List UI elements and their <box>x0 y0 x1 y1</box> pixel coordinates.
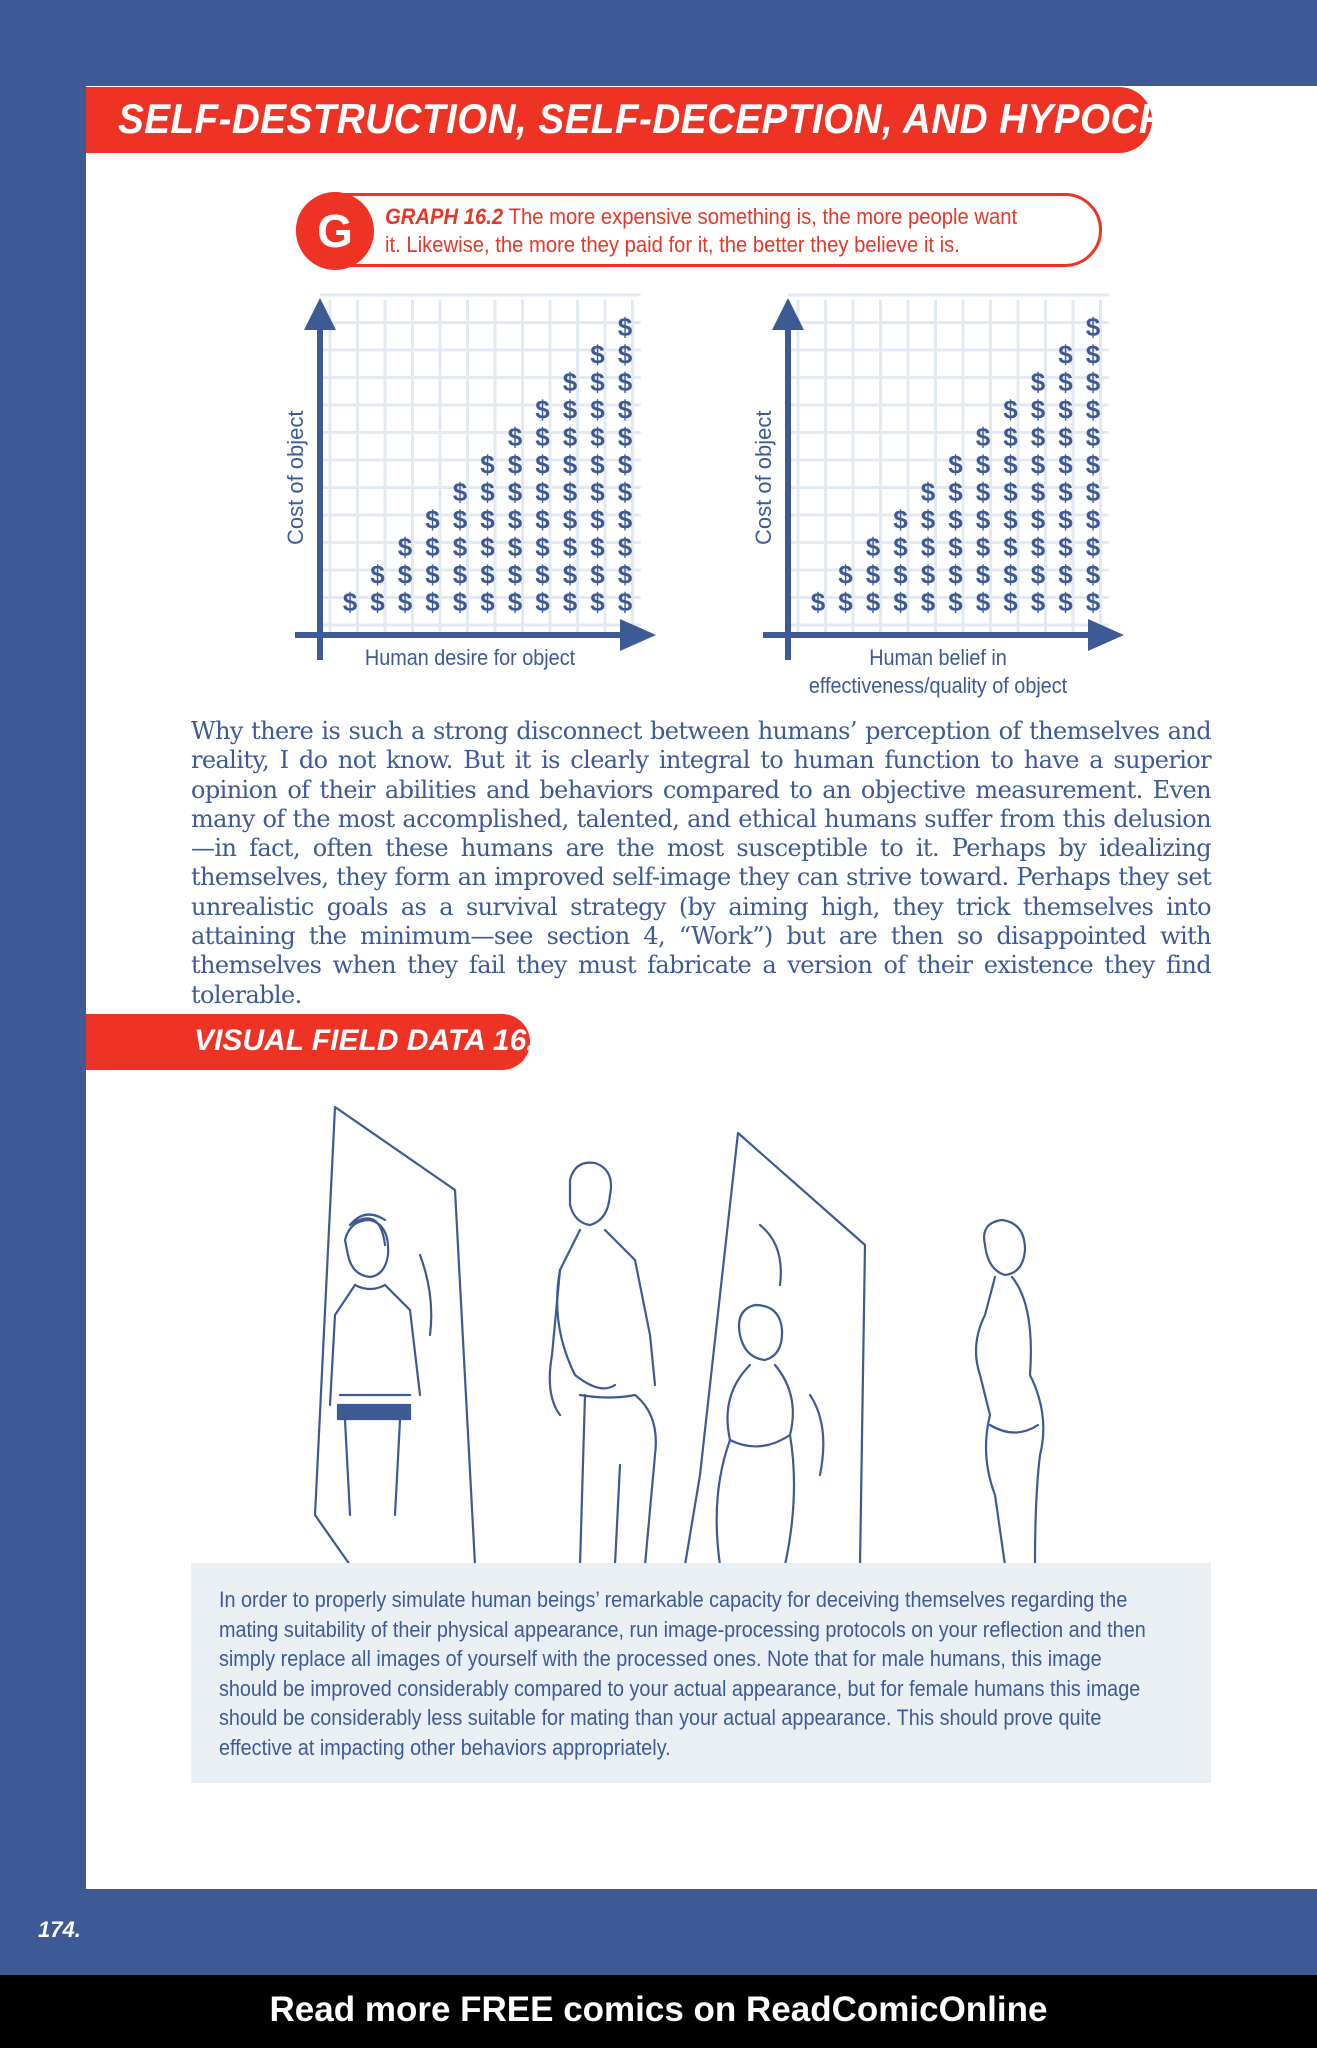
dollar-mark: $ <box>507 422 523 452</box>
dollar-mark: $ <box>535 587 550 617</box>
dollar-mark: $ <box>452 587 468 617</box>
graph-caption <box>385 203 1038 259</box>
dollar-mark: $ <box>1003 477 1018 507</box>
dollar-mark: $ <box>1030 367 1046 397</box>
mirror-illustration <box>290 1095 1110 1570</box>
dollar-mark: $ <box>1058 477 1073 507</box>
dollar-mark: $ <box>1085 339 1101 370</box>
dollar-mark: $ <box>948 587 963 617</box>
dollar-mark: $ <box>452 477 468 507</box>
dollar-mark: $ <box>617 312 633 342</box>
dollar-mark: $ <box>1085 504 1101 535</box>
chart-belief-x-label <box>776 644 1100 700</box>
dollar-mark: $ <box>1085 312 1101 342</box>
section-title: SELF-DESTRUCTION, SELF-DECEPTION, AND HYPOCRISY <box>118 95 1231 142</box>
dollar-mark: $ <box>1058 559 1073 590</box>
dollar-mark: $ <box>452 504 468 535</box>
dollar-mark: $ <box>507 504 523 535</box>
dollar-mark: $ <box>507 587 523 617</box>
dollar-mark: $ <box>590 394 605 425</box>
dollar-mark: $ <box>975 504 991 535</box>
dollar-mark: $ <box>397 559 413 590</box>
dollar-mark: $ <box>397 532 413 562</box>
dollar-mark: $ <box>617 477 633 507</box>
dollar-mark: $ <box>452 559 468 590</box>
dollar-mark: $ <box>948 559 963 590</box>
dollar-mark: $ <box>1085 477 1101 507</box>
chart-belief-x-label-line2: effectiveness/quality of object <box>808 673 1068 698</box>
dollar-mark: $ <box>975 477 991 507</box>
dollar-mark: $ <box>1085 532 1101 562</box>
footer-banner-text[interactable]: Read more FREE comics on ReadComicOnline <box>269 1990 1048 2029</box>
dollar-mark: $ <box>1085 449 1101 480</box>
dollar-mark: $ <box>893 587 908 617</box>
dollar-mark: $ <box>1058 339 1073 370</box>
dollar-mark: $ <box>948 477 963 507</box>
chart-belief-svg <box>756 290 1126 670</box>
dollar-mark: $ <box>397 587 413 617</box>
dollar-mark: $ <box>617 532 633 562</box>
dollar-mark: $ <box>865 532 881 562</box>
dollar-mark: $ <box>425 559 440 590</box>
dollar-mark: $ <box>920 559 936 590</box>
dollar-mark: $ <box>1058 449 1073 480</box>
dollar-mark: $ <box>535 504 550 535</box>
dollar-mark: $ <box>590 449 605 480</box>
dollar-mark: $ <box>1085 559 1101 590</box>
dollar-mark: $ <box>1030 422 1046 452</box>
mirror-right <box>685 1133 865 1565</box>
dollar-mark: $ <box>562 422 578 452</box>
dollar-mark: $ <box>975 587 991 617</box>
dollar-mark: $ <box>1003 449 1018 480</box>
graph-badge: G <box>296 192 374 270</box>
chart-belief <box>756 290 1126 670</box>
dollar-mark: $ <box>975 559 991 590</box>
dollar-mark: $ <box>1058 504 1073 535</box>
dollar-mark: $ <box>507 449 523 480</box>
body-paragraph: Why there is such a strong disconnect between humans’ perception of themselves and reality, I do not know. But it is clearly integral to human function to have a superior opinion of their abilities and behaviors compared to an objective measurement. Even many of the most accomplished, talented, and ethical humans suffer from this delusion—in fact, often these humans are the most susceptible to it. Perhaps by idealizing themselves, they form an improved self-image they can strive toward. Perhaps they set unrealistic goals as a survival strategy (by aiming high, they trick themselves into attaining the minimum—see section 4, “Work”) but are then so disappointed with themselves when they fail they must fabricate a version of their existence they find tolerable. <box>191 717 1211 1009</box>
dollar-mark: $ <box>480 477 495 507</box>
dollar-mark: $ <box>1058 422 1073 452</box>
dollar-mark: $ <box>507 559 523 590</box>
dollar-mark: $ <box>1003 587 1018 617</box>
dollar-mark: $ <box>1058 394 1073 425</box>
dollar-mark: $ <box>425 587 440 617</box>
dollar-mark: $ <box>617 504 633 535</box>
dollar-mark: $ <box>1003 559 1018 590</box>
dollar-mark: $ <box>1030 477 1046 507</box>
dollar-mark: $ <box>1030 449 1046 480</box>
dollar-mark: $ <box>590 504 605 535</box>
dollar-mark: $ <box>617 394 633 425</box>
dollar-mark: $ <box>865 587 881 617</box>
chart-belief-x-label-line1: Human belief in <box>869 645 1007 670</box>
dollar-mark: $ <box>617 367 633 397</box>
dollar-mark: $ <box>480 504 495 535</box>
dollar-mark: $ <box>342 587 358 617</box>
dollar-mark: $ <box>535 449 550 480</box>
chart-desire-x-label: Human desire for object <box>364 645 576 670</box>
dollar-mark: $ <box>590 339 605 370</box>
dollar-mark: $ <box>562 587 578 617</box>
graph-label: GRAPH 16.2 <box>385 204 504 229</box>
chart-belief-y-label: Cost of object <box>751 410 776 545</box>
visual-field-note-box <box>191 1563 1211 1783</box>
dollar-mark: $ <box>507 477 523 507</box>
woman-real <box>976 1220 1043 1565</box>
dollar-mark: $ <box>370 559 385 590</box>
dollar-mark: $ <box>1085 587 1101 617</box>
dollar-mark: $ <box>562 532 578 562</box>
dollar-mark: $ <box>425 532 440 562</box>
dollar-mark: $ <box>590 477 605 507</box>
dollar-mark: $ <box>535 477 550 507</box>
dollar-mark: $ <box>617 559 633 590</box>
dollar-mark: $ <box>893 504 908 535</box>
dollar-mark: $ <box>810 587 826 617</box>
dollar-mark: $ <box>562 449 578 480</box>
dollar-mark: $ <box>893 559 908 590</box>
dollar-mark: $ <box>948 504 963 535</box>
reflection-man-idealized <box>330 1215 420 1515</box>
dollar-mark: $ <box>480 449 495 480</box>
chart-desire <box>288 290 658 670</box>
dollar-mark: $ <box>590 422 605 452</box>
dollar-mark: $ <box>617 339 633 370</box>
dollar-mark: $ <box>975 532 991 562</box>
dollar-mark: $ <box>425 504 440 535</box>
dollar-mark: $ <box>920 477 936 507</box>
dollar-mark: $ <box>617 449 633 480</box>
dollar-mark: $ <box>1003 532 1018 562</box>
dollar-mark: $ <box>1085 367 1101 397</box>
dollar-mark: $ <box>535 394 550 425</box>
dollar-mark: $ <box>562 394 578 425</box>
footer-banner[interactable] <box>0 1975 1317 2048</box>
dollar-mark: $ <box>1003 394 1018 425</box>
dollar-mark: $ <box>590 559 605 590</box>
dollar-mark: $ <box>562 367 578 397</box>
dollar-mark: $ <box>920 504 936 535</box>
dollar-mark: $ <box>562 559 578 590</box>
visual-field-note: In order to properly simulate human beings’ remarkable capacity for deceiving themselves regarding the mating suitability of their physical appearance, run image-processing protocols on your reflection and then simply replace all images of yourself with the processed ones. Note that for male humans, this image should be improved considerably compared to your actual appearance, but for female humans this image should be considerably less suitable for mating than your actual appearance. This should prove quite effective at impacting other behaviors appropriately. <box>219 1587 1146 1760</box>
dollar-mark: $ <box>948 449 963 480</box>
dollar-mark: $ <box>1030 532 1046 562</box>
dollar-mark: $ <box>1058 367 1073 397</box>
dollar-mark: $ <box>920 532 936 562</box>
dollar-mark: $ <box>535 532 550 562</box>
dollar-mark: $ <box>617 587 633 617</box>
dollar-mark: $ <box>535 422 550 452</box>
dollar-mark: $ <box>507 532 523 562</box>
dollar-mark: $ <box>1058 587 1073 617</box>
dollar-mark: $ <box>975 422 991 452</box>
dollar-mark: $ <box>480 532 495 562</box>
dollar-mark: $ <box>590 367 605 397</box>
dollar-mark: $ <box>535 559 550 590</box>
dollar-mark: $ <box>948 532 963 562</box>
dollar-mark: $ <box>590 532 605 562</box>
graph-caption-text: The more expensive something is, the more people want it. Likewise, the more they paid for it, the better they believe it is. <box>385 204 1018 257</box>
page-number: 174. <box>38 1917 81 1942</box>
dollar-mark: $ <box>590 587 605 617</box>
dollar-mark: $ <box>452 532 468 562</box>
dollar-mark: $ <box>1003 422 1018 452</box>
dollar-mark: $ <box>838 587 853 617</box>
reflection-woman-distorted <box>717 1305 794 1565</box>
dollar-mark: $ <box>865 559 881 590</box>
dollar-mark: $ <box>1030 504 1046 535</box>
dollar-mark: $ <box>480 587 495 617</box>
dollar-mark: $ <box>1030 394 1046 425</box>
dollar-mark: $ <box>893 532 908 562</box>
dollar-mark: $ <box>480 559 495 590</box>
dollar-mark: $ <box>838 559 853 590</box>
dollar-mark: $ <box>617 422 633 452</box>
dollar-mark: $ <box>1003 504 1018 535</box>
man-real <box>550 1163 656 1565</box>
dollar-mark: $ <box>1058 532 1073 562</box>
dollar-mark: $ <box>370 587 385 617</box>
dollar-mark: $ <box>562 504 578 535</box>
visual-field-label: VISUAL FIELD DATA 16.2 <box>194 1024 552 1057</box>
dollar-mark: $ <box>975 449 991 480</box>
chart-desire-y-label: Cost of object <box>283 410 308 545</box>
dollar-mark: $ <box>920 587 936 617</box>
chart-desire-svg <box>288 290 658 670</box>
section-title-banner <box>86 87 1231 153</box>
visual-field-banner <box>86 1014 552 1070</box>
dollar-mark: $ <box>1085 394 1101 425</box>
dollar-mark: $ <box>1085 422 1101 452</box>
dollar-mark: $ <box>562 477 578 507</box>
dollar-mark: $ <box>1030 559 1046 590</box>
dollar-mark: $ <box>1030 587 1046 617</box>
